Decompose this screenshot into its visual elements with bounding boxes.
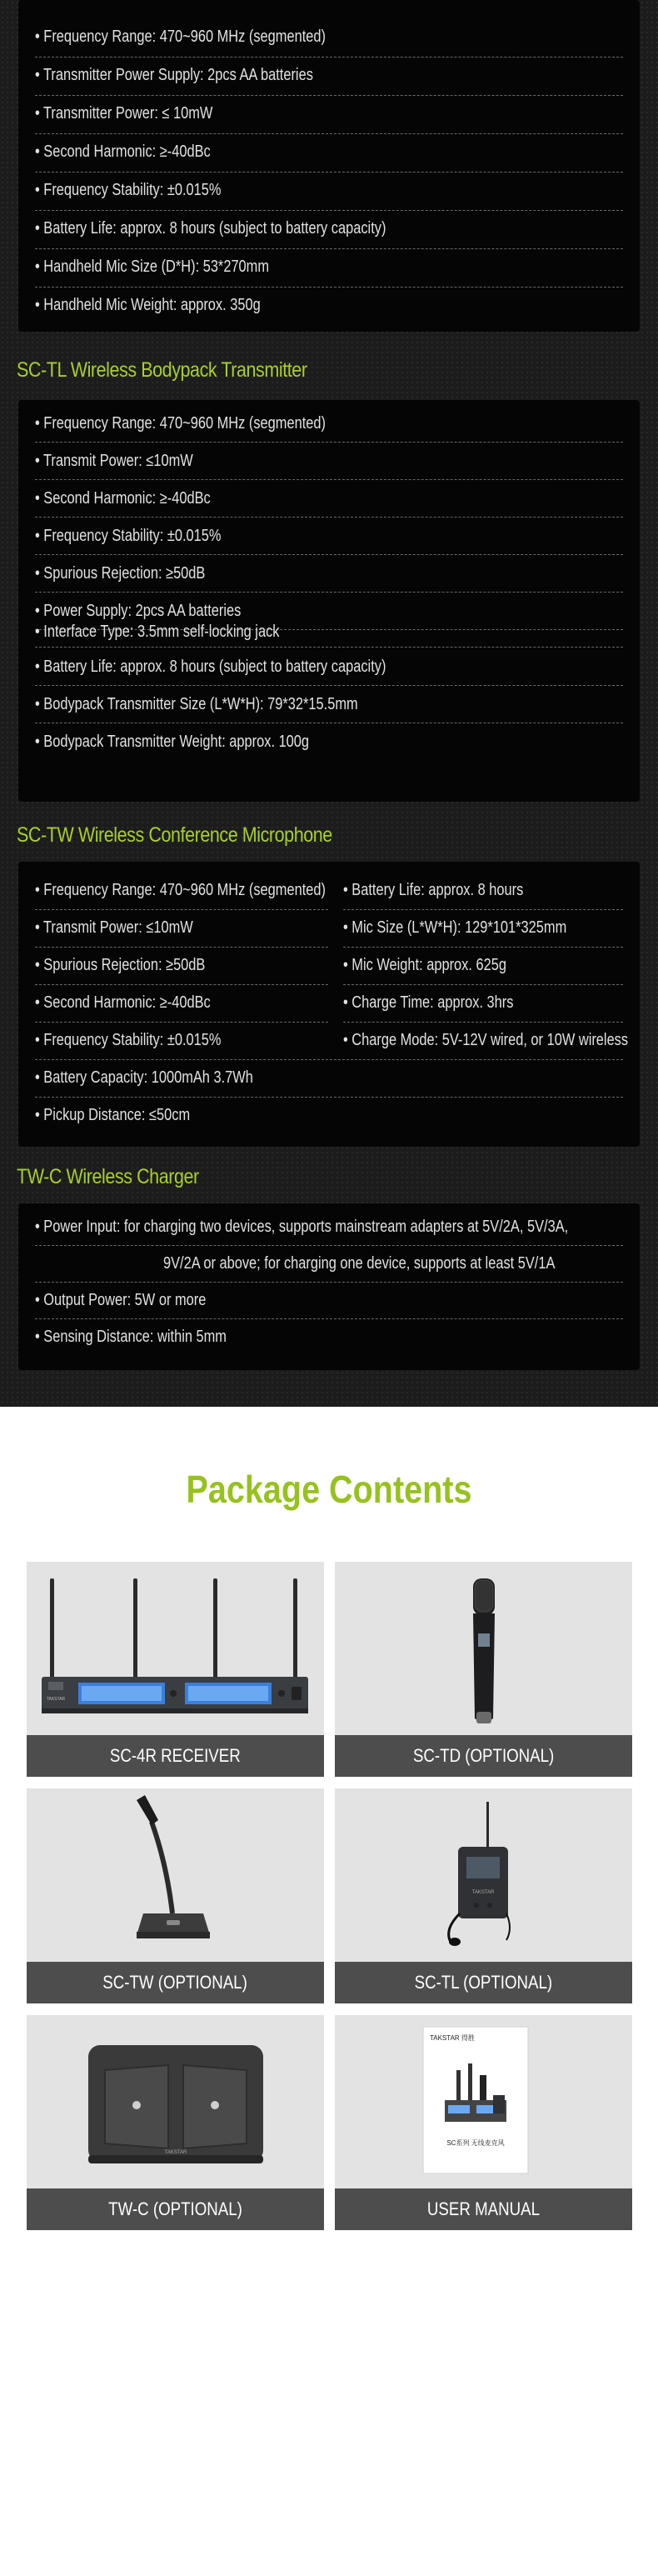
package-item-caption: TW-C (OPTIONAL)	[27, 2188, 324, 2230]
spec-row: • Transmitter Power Supply: 2pcs AA batteries	[35, 66, 313, 84]
spec-row: • Battery Life: approx. 8 hours	[343, 881, 524, 899]
section-title-tw-c: TW-C Wireless Charger	[17, 1165, 199, 1188]
spec-row: • Spurious Rejection: ≥50dB	[35, 564, 206, 583]
spec-row: 9V/2A or above; for charging one device, supports at least 5V/1A	[163, 1254, 556, 1273]
spec-row: • Power Input: for charging two devices, supports mainstream adapters at 5V/2A, 5V/3A,	[35, 1218, 569, 1236]
package-item-caption: SC-TD (OPTIONAL)	[335, 1735, 632, 1777]
spec-row: • Handheld Mic Size (D*H): 53*270mm	[35, 258, 270, 276]
spec-row: • Frequency Range: 470~960 MHz (segmented)	[35, 414, 326, 433]
spec-row: • Bodypack Transmitter Size (L*W*H): 79*32*15.5mm	[35, 695, 358, 713]
receiver-brand: TAKSTAR	[46, 1697, 66, 1702]
spec-row: • Frequency Range: 470~960 MHz (segmented)	[35, 28, 326, 46]
manual-icon	[335, 2015, 632, 2188]
spec-row: • Battery Life: approx. 8 hours (subject to battery capacity)	[35, 219, 386, 238]
spec-row: • Transmitter Power: ≤ 10mW	[35, 104, 213, 123]
spec-row: • Frequency Stability: ±0.015%	[35, 1031, 222, 1049]
package-item-gooseneck-mic	[27, 1788, 324, 2003]
package-item-caption: SC-TL (OPTIONAL)	[335, 1962, 632, 2003]
package-item-charger	[27, 2015, 324, 2230]
spec-row: • Interface Type: 3.5mm self-locking jack	[35, 623, 280, 641]
package-item-handheld-mic	[335, 1562, 632, 1777]
package-item-bodypack	[335, 1788, 632, 2003]
spec-row: • Sensing Distance: within 5mm	[35, 1328, 227, 1346]
bodypack-brand: TAKSTAR	[471, 1890, 495, 1895]
package-contents-title: Package Contents	[186, 1468, 472, 1511]
divider	[35, 647, 623, 648]
spec-panel-tw-c	[18, 1203, 640, 1370]
package-item-caption: USER MANUAL	[335, 2188, 632, 2230]
spec-row: • Charge Mode: 5V-12V wired, or 10W wireless	[343, 1031, 629, 1049]
spec-row: • Second Harmonic: ≥-40dBc	[35, 993, 211, 1012]
spec-row: • Second Harmonic: ≥-40dBc	[35, 489, 211, 508]
handheld-mic-icon	[335, 1562, 632, 1735]
manual-brand: TAKSTAR 得胜	[430, 2034, 475, 2042]
spec-row: • Frequency Stability: ±0.015%	[35, 181, 222, 199]
spec-panel-sc-tl	[18, 400, 640, 802]
spec-row: • Transmit Power: ≤10mW	[35, 918, 193, 937]
manual-series: SC系列 无线麦克风	[446, 2139, 505, 2147]
spec-panel-sc-tw	[18, 862, 640, 1147]
gooseneck-mic-icon	[27, 1788, 324, 1962]
spec-row: • Handheld Mic Weight: approx. 350g	[35, 296, 261, 314]
receiver-icon	[27, 1562, 324, 1735]
package-item-manual	[335, 2015, 632, 2230]
package-item-caption: SC-TW (OPTIONAL)	[27, 1962, 324, 2003]
spec-row: • Output Power: 5W or more	[35, 1291, 207, 1309]
section-title-sc-tl: SC-TL Wireless Bodypack Transmitter	[17, 358, 307, 382]
charger-brand: TAKSTAR	[164, 2150, 187, 2155]
package-item-receiver	[27, 1562, 324, 1777]
spec-row: • Battery Capacity: 1000mAh 3.7Wh	[35, 1068, 253, 1087]
spec-row: • Pickup Distance: ≤50cm	[35, 1106, 191, 1124]
package-item-caption: SC-4R RECEIVER	[27, 1735, 324, 1777]
spec-row: • Frequency Range: 470~960 MHz (segmented)	[35, 881, 326, 899]
spec-row: • Battery Life: approx. 8 hours (subject to battery capacity)	[35, 658, 386, 676]
spec-row: • Transmit Power: ≤10mW	[35, 452, 193, 470]
bodypack-icon	[335, 1788, 632, 1962]
spec-row: • Mic Size (L*W*H): 129*101*325mm	[343, 918, 567, 937]
spec-row: • Charge Time: approx. 3hrs	[343, 993, 514, 1012]
section-title-sc-tw: SC-TW Wireless Conference Microphone	[17, 823, 332, 847]
spec-row: • Spurious Rejection: ≥50dB	[35, 956, 206, 974]
spec-row: • Power Supply: 2pcs AA batteries	[35, 602, 242, 620]
charger-icon	[27, 2015, 324, 2188]
spec-row: • Mic Weight: approx. 625g	[343, 956, 506, 974]
spec-panel-sc-td	[18, 0, 640, 332]
spec-row: • Second Harmonic: ≥-40dBc	[35, 143, 211, 161]
spec-row: • Frequency Stability: ±0.015%	[35, 527, 222, 545]
spec-row: • Bodypack Transmitter Weight: approx. 100g	[35, 733, 310, 751]
